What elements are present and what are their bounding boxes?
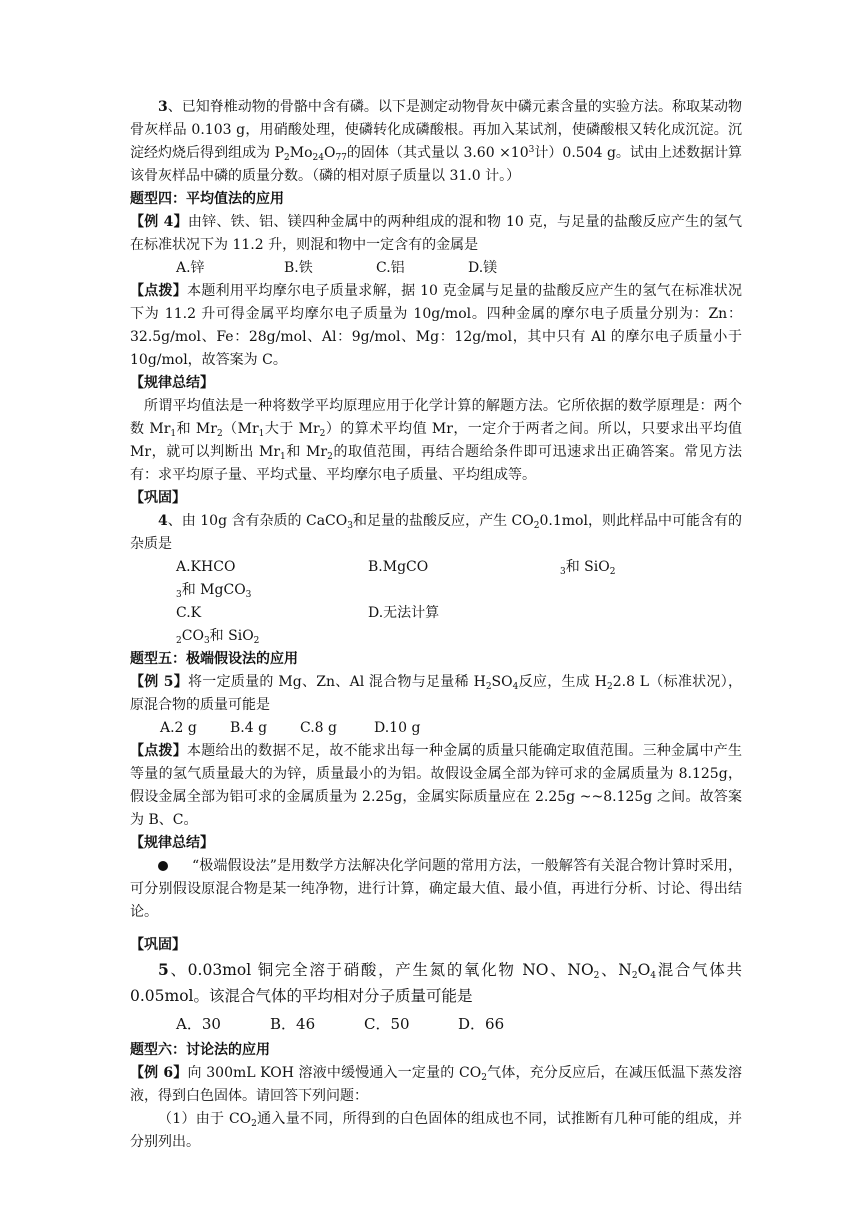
option-a: A.锌: [176, 260, 205, 276]
option-c: C.铝: [376, 260, 405, 276]
example-label: 【例 6】: [130, 1065, 188, 1081]
option-c: $C.K_2CO_3$和 SiO$_2$: [176, 605, 260, 646]
option-a: $A.KHCO_3$和 MgCO$_3$: [176, 559, 252, 600]
option-c: C.8 g: [300, 720, 337, 736]
section-heading-6: 题型六：讨论法的应用: [130, 1042, 270, 1058]
option-c: C．50: [364, 1015, 410, 1033]
section-heading-4: 题型四：平均值法的应用: [130, 191, 284, 207]
example-label: 【例 5】: [130, 674, 189, 690]
example-5-options: [130, 717, 742, 740]
option-d: D.镁: [468, 260, 498, 276]
hint-label: 【点拨】: [130, 283, 188, 299]
section-heading-5: 题型五：极端假设法的应用: [130, 651, 298, 667]
option-b: B.4 g: [230, 720, 268, 736]
example-label: 【例 4】: [130, 214, 188, 230]
hint-4: 【点拨】本题利用平均摩尔电子质量求解，据 10 克金属与足量的盐酸反应产生的氢气在标准状况下为 11.2 升可得金属平均摩尔电子质量为 10g/mol。四种金属的摩尔电子质量分别为：Zn：32.5g/mol、Fe：28g/mol、Al：9g/mol、Mg：12g/mol，其中只有 Al 的摩尔电子质量小于 10g/mol，故答案为 C。: [130, 283, 742, 368]
hint-5: 【点拨】本题给出的数据不足，故不能求出每一种金属的质量只能确定取值范围。三种金属中产生等量的氢气质量最大的为锌，质量最小的为铝。故假设金属全部为锌可求的金属质量为 8.125g，假设金属全部为铝可求的金属质量为 2.25g，金属实际质量应在 2.25g ~~8.125g 之间。故答案为 B、C。: [130, 743, 742, 828]
option-d: D.10 g: [374, 720, 421, 736]
rule-summary-label: 【规律总结】: [130, 375, 214, 391]
bullet-icon: [158, 861, 168, 871]
option-b: B.MgCO $_3$和 SiO$_2$: [368, 559, 616, 577]
example-6-subquestion-1: （1）由于 $CO_2$通入量不同，所得到的白色固体的组成也不同，试推断有几种可能的组成，并分别列出。: [130, 1111, 742, 1150]
option-a: A．30: [176, 1015, 221, 1033]
question-number: 4: [158, 513, 168, 529]
document-page: [130, 96, 742, 1154]
option-b: B.铁: [284, 260, 313, 276]
question-4: 4、由 10g 含有杂质的 CaCO$_3$和足量的盐酸反应，产生 $CO_20.1mol$，则此样品中可能含有的杂质是: [130, 513, 743, 552]
question-4-options-row2: [130, 602, 742, 648]
example-4-options: [130, 257, 742, 280]
option-d: D．66: [458, 1015, 505, 1033]
rule-summary-4: 所谓平均值法是一种将数学平均原理应用于化学计算的解题方法。它所依据的数学原理是：两个数 $Mr_1$和 $Mr_2(Mr_1$大于 $Mr_2$）的算术平均值 Mr，一定介于两者之间。所以，只要求出平均值 Mr，就可以判断出 $Mr_1$和 $Mr_2$的取值范围，再结合题给条件即可迅速求出正确答案。常见方法有：求平均原子量、平均式量、平均摩尔电子质量、平均组成等。: [130, 398, 743, 483]
question-5-options: [130, 1009, 742, 1039]
option-b: B．46: [270, 1015, 316, 1033]
question-number: 3: [158, 99, 168, 115]
consolidate-label: 【巩固】: [130, 937, 186, 953]
example-6: 【例 6】向 300mL KOH 溶液中缓慢通入一定量的 $CO_2$气体，充分反应后，在减压低温下蒸发溶液，得到白色固体。请回答下列问题：: [130, 1065, 743, 1104]
consolidate-label: 【巩固】: [130, 490, 186, 506]
example-5: 【例 5】将一定质量的 Mg、Zn、Al 混合物与足量稀 $H_2SO_4$反应，生成 $H_22.8$ L（标准状况），原混合物的质量可能是: [130, 674, 742, 713]
question-3: 3、已知脊椎动物的骨骼中含有磷。以下是测定动物骨灰中磷元素含量的实验方法。称取某动物骨灰样品 0.103 g，用硝酸处理，使磷转化成磷酸根。再加入某试剂，使磷酸根又转化成沉淀。沉淀经灼烧后得到组成为 $P_2Mo_{24}O_{77}$的固体（其式量以 $3.60 \times 10^3$计）0.504 g。试由上述数据计算该骨灰样品中磷的质量分数。（磷的相对原子质量以 31.0 计。）: [130, 99, 743, 184]
rule-summary-5: “极端假设法”是用数学方法解决化学问题的常用方法，一般解答有关混合物计算时采用，可分别假设原混合物是某一纯净物，进行计算，确定最大值、最小值，再进行分析、讨论、得出结论。: [130, 858, 742, 920]
option-d: D.无法计算: [368, 605, 440, 621]
option-a: A.2 g: [160, 720, 197, 736]
question-5: 5、0.03mol 铜完全溶于硝酸，产生氮的氧化物 NO、$NO_2$、$N_2O_4$混合气体共 0.05mol。该混合气体的平均相对分子质量可能是: [130, 960, 742, 1005]
hint-label: 【点拨】: [130, 743, 187, 759]
question-number: 5: [158, 960, 169, 979]
rule-summary-label: 【规律总结】: [130, 835, 214, 851]
example-4: 【例 4】由锌、铁、铝、镁四种金属中的两种组成的混和物 10 克，与足量的盐酸反应产生的氢气在标准状况下为 11.2 升，则混和物中一定含有的金属是: [130, 214, 742, 253]
question-4-options-row1: [130, 556, 742, 602]
